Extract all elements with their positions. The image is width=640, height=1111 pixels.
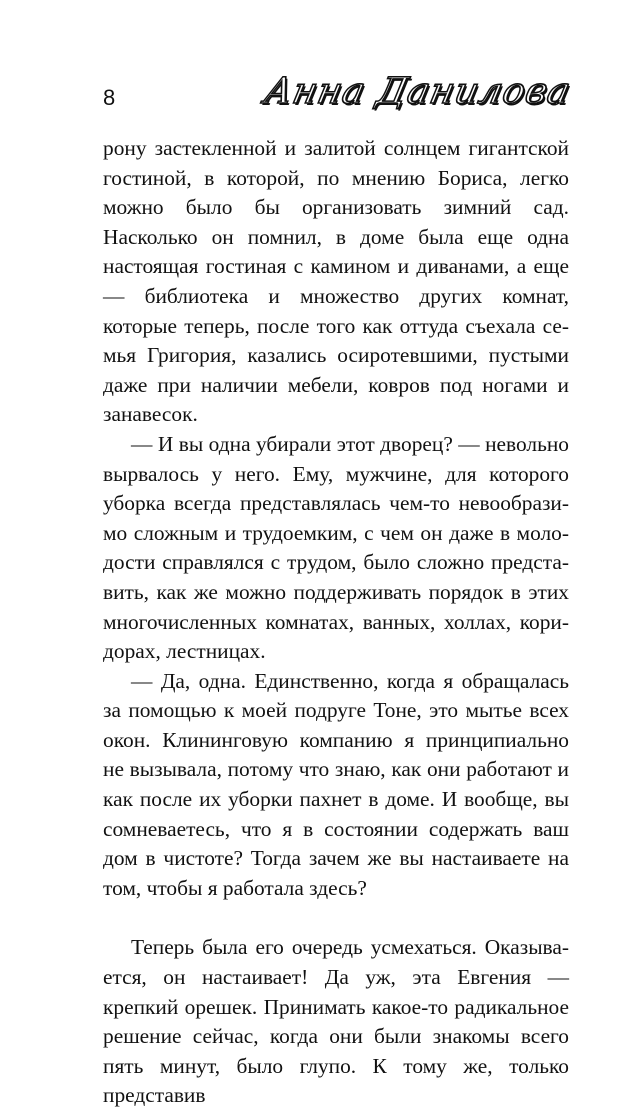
paragraph-3: — Да, одна. Единственно, когда я обращалась за помощью к моей подруге Тоне, это мытье всех окон. Клининговую компанию я принципиально не вызывала, потому что знаю, как они работают и как после их уборки пахнет в доме. И вообще, вы сомневаетесь, что я в состоянии содержать ваш дом в чистоте? Тогда зачем же вы настаиваете на том, чтобы я работала здесь? — [103, 668, 569, 900]
body-text — [103, 134, 569, 1111]
author-running-head: Анна Данилова — [260, 71, 575, 112]
paragraph-4: Теперь была его очередь усмехаться. Оказывается, он настаивает! Да уж, эта Евгения — крепкий орешек. Принимать какое-то радикальное решение сейчас, когда они были знакомы всего пять минут, было глупо. К тому же, только представив — [103, 935, 569, 1108]
paragraph-2: — И вы одна убирали этот дворец? — невольно вырвалось у него. Ему, мужчине, для которого уборка всегда представлялась чем-то невообразимо сложным и трудоемким, с чем он даже в молодости справлялся с трудом, было сложно представить, как же можно поддерживать порядок в этих многочисленных комнатах, ванных, холлах, коридорах, лестницах. — [103, 431, 569, 664]
paragraph-1: рону застекленной и залитой солнцем гигантской гостиной, в которой, по мнению Бориса, легко можно было бы организовать зимний сад. Насколько он помнил, в доме была еще одна настоящая гостиная с камином и диванами, а еще — библиотека и множество других комнат, которые теперь, после того как оттуда съехала семья Григория, казались осиротевшими, пустыми даже при наличии мебели, ковров под ногами и занавесок. — [103, 136, 569, 427]
page-header — [0, 0, 640, 140]
page-number: 8 — [103, 85, 116, 110]
